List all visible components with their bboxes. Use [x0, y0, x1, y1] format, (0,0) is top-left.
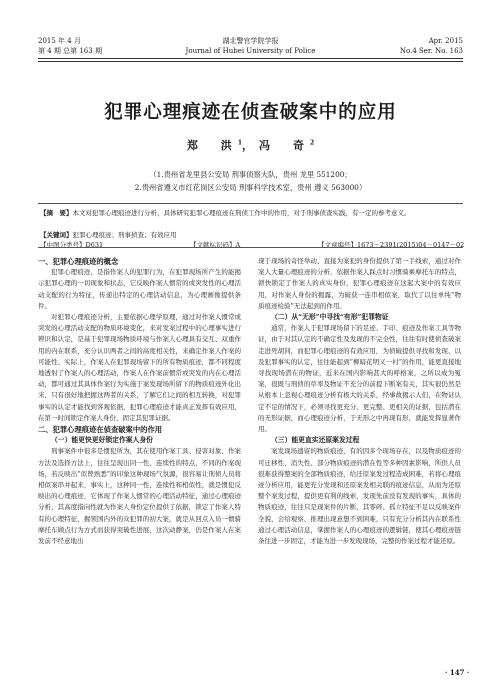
abstract: [40, 208, 461, 219]
subsection-heading-3: （三）能更直实还原案发过程: [271, 436, 360, 445]
paragraph: 刑事案件中很多是惯犯所为，其在使用作案工具、侵害对象、作案方法及选择方法上，往往呈现出同一性、连续性的特点，不同的作案现场，若反映出“似曾熟悉”的印象这种现场气氛源，很容易让刑侦人员将相似案串并起来，事实上，这种同一性、连续性和相似性，就是惯犯反映出的心理痕迹，它体现了作案人惯常的心理活动特征，通过心理痕迹分析，其高度指向性就为作案人身份定位提供了依据，锁定了作案人特有的心理特征，握领国内外的众犯罪的初大案，就是从回点入员一惯骑摩托车顾点行为方式而获得突破性进展，这次动静案，仍是作案人在案发前不经意地出: [38, 447, 241, 546]
subsection-heading-2: （二）从“无形”中寻找“有形”犯罪物证: [271, 313, 389, 322]
keywords-text: 犯罪心理痕迹；刑事侦查；有效应用: [72, 231, 177, 239]
abstract-text: 本文对犯罪心理痕迹进行分析，具体研究犯罪心理痕迹在刑侦工作中的作用，对于刑事侦查实践，有一定的参考意义。: [72, 209, 411, 217]
clc-number: 【中图分类号】D631: [40, 241, 104, 249]
author-1-sup: 1: [237, 139, 242, 147]
affiliation-2: 2.贵州省遵义市红花岗区公安局 刑事科学技术室，贵州 遵义 563000）: [134, 183, 367, 192]
abstract-bottom-rule: [38, 247, 463, 248]
header-date-en: Apr. 2015: [428, 37, 463, 45]
journal-name-en: Journal of Hubei University of Police: [185, 47, 316, 55]
journal-name-cn: 湖北警官学院学报: [222, 37, 279, 45]
paragraph: 案发现场遗留的物质痕迹，有的因多个现场存在，以及物质痕迹的可迁移性、消失性、部分物质痕迹的潜在性等多种因素影响，所供人员很难获得整案的全部物质痕迹，给还原案发过程造成困难，若将心理痕迹分析应用，能更充分发现和还原案发相关联的痕迹信息，从而为还原整个案发过程，提供更有利的线索，发现先前没有发现的事实，具体的物质痕迹，往往只是现案件的片断，其零碎、孤立特征不足以反映案件全貌，会给观察、推理出现意想不到困难，只有充分分析其内在联系性通过心理活动信息，掌握作案人的心理痕迹的逻辑链，使其心理痕迹链条往进一步固定，才能为进一步发现现场，完整的作案过程才能还原。: [258, 447, 461, 546]
article-number: 【文章编号】1673－2391(2015)04－0147－02: [318, 241, 465, 249]
section-heading-1: 一、犯罪心理痕迹的概念: [38, 257, 119, 266]
affiliation-1: （1.贵州省龙里县公安局 刑事侦察大队，贵州 龙里 551200；: [149, 170, 352, 179]
section-heading-2: 二、犯罪心理痕迹在侦查破案中的作用: [38, 425, 163, 435]
abstract-top-rule: [38, 203, 463, 204]
right-column: [258, 256, 461, 547]
author-2-sup: 2: [310, 139, 315, 147]
author-1: 郑 洪: [186, 139, 238, 152]
document-code: 【文献标识码】A: [190, 241, 241, 249]
abstract-label: 【摘 要】: [40, 209, 73, 217]
header-date: 2015 年 4 月: [38, 37, 81, 45]
subsection-heading-1: （一）能更快更好锁定作案人身份: [51, 436, 153, 445]
paragraph: 现于现场的奇怪举动，直接为案犯的身份提供了第一手线索，通过对作案人大量心理痕迹的分析，依据作案人踩点时习惯骑乘摩托车的特点，锁快锁定了作案人的真实身份，犯罪心理痕迹在这起大案中的有效应用，对作案人身份的揭露，为破获一连串相似案，取代了以往单纯“物质痕迹检验”无法起到的作用。: [258, 257, 461, 310]
page-number: · 147 ·: [445, 668, 470, 677]
article-title: 犯罪心理痕迹在侦查破案中的应用: [104, 102, 397, 123]
paragraph: 对犯罪心理痕迹分析，主要依据心理学原理，通过对作案人惯常或突发的心理活动支配的物质环境变化，来对发案过程中的心理事实进行辨识和认定，是基于犯罪现场物质环境与作案人心理具有交互、双重作用的内在联系，充分认识两者之间的高度相关性，来确定作案人作案的可能性、实际上，作案人在犯罪现场留下的所有物质痕迹，都不同程度地透射了作案人的心理活动，作案人在作案前惯常或突发的内在心理活动，都可通过其具体作案行为实施于案发现场所留下的物质痕迹外化出来，只有很好地把握这两者的关系，了解它们之间的相互转换，对犯罪事实的认定才能找到客观依据，犯罪心理痕迹才能真正发挥有效应用，在第一时间锁定作案人身份，固定其犯罪证据。: [38, 313, 241, 422]
header-issue-en: No.4 Ser. No. 163: [399, 47, 463, 55]
authors: [0, 137, 501, 153]
header-issue-info-en: [400, 36, 463, 56]
keywords-label: 【关键词】: [40, 231, 73, 239]
left-column: [38, 256, 241, 547]
header-rule: [38, 58, 463, 62]
paragraph: 通常，作案人于犯罪现场留下的足迹、手印、痕迹及作案工具等物证，由于对其认定的不确定性及发现的不完全性，往往有时使侦查破案走进死胡同，而犯罪心理痕迹的有效应用，为侦破提供寻找和发现、以及犯罪事实的认定，往往能起到“柳暗花明又一村”的作用，能更直接地寻找现场潜在的物证，近来在国内影响甚大的呼格案，之所以成为冤案，很既与刑侦的草率及物证不充分的前提下断案有关，其实很仍然是从根本上忽视心理痕迹分析有极大的关系，经事故揭示人们，在物证认定不足的情况下，必须寻找更充分、更完整、更相关的证据，包括潜在的无形证据，而心理痕迹分析，于无形之中再现有形，就能发挥显著作用。: [258, 324, 461, 434]
header-issue: 第 4 期 总第 163 期: [38, 47, 102, 55]
paragraph: 犯罪心理痕迹，是指作案人的犯罪行为，在犯罪现场所产生的能揭示犯罪心理的一切现象和状态，它反映作案人惯常的或突发性的心理活动支配的行为特征，传递出特定的心理活动信息，为心理画像提供条件。: [38, 268, 241, 310]
keywords: [40, 230, 177, 239]
author-2: 冯 奇: [259, 139, 310, 152]
author-separator: ，: [242, 139, 259, 152]
